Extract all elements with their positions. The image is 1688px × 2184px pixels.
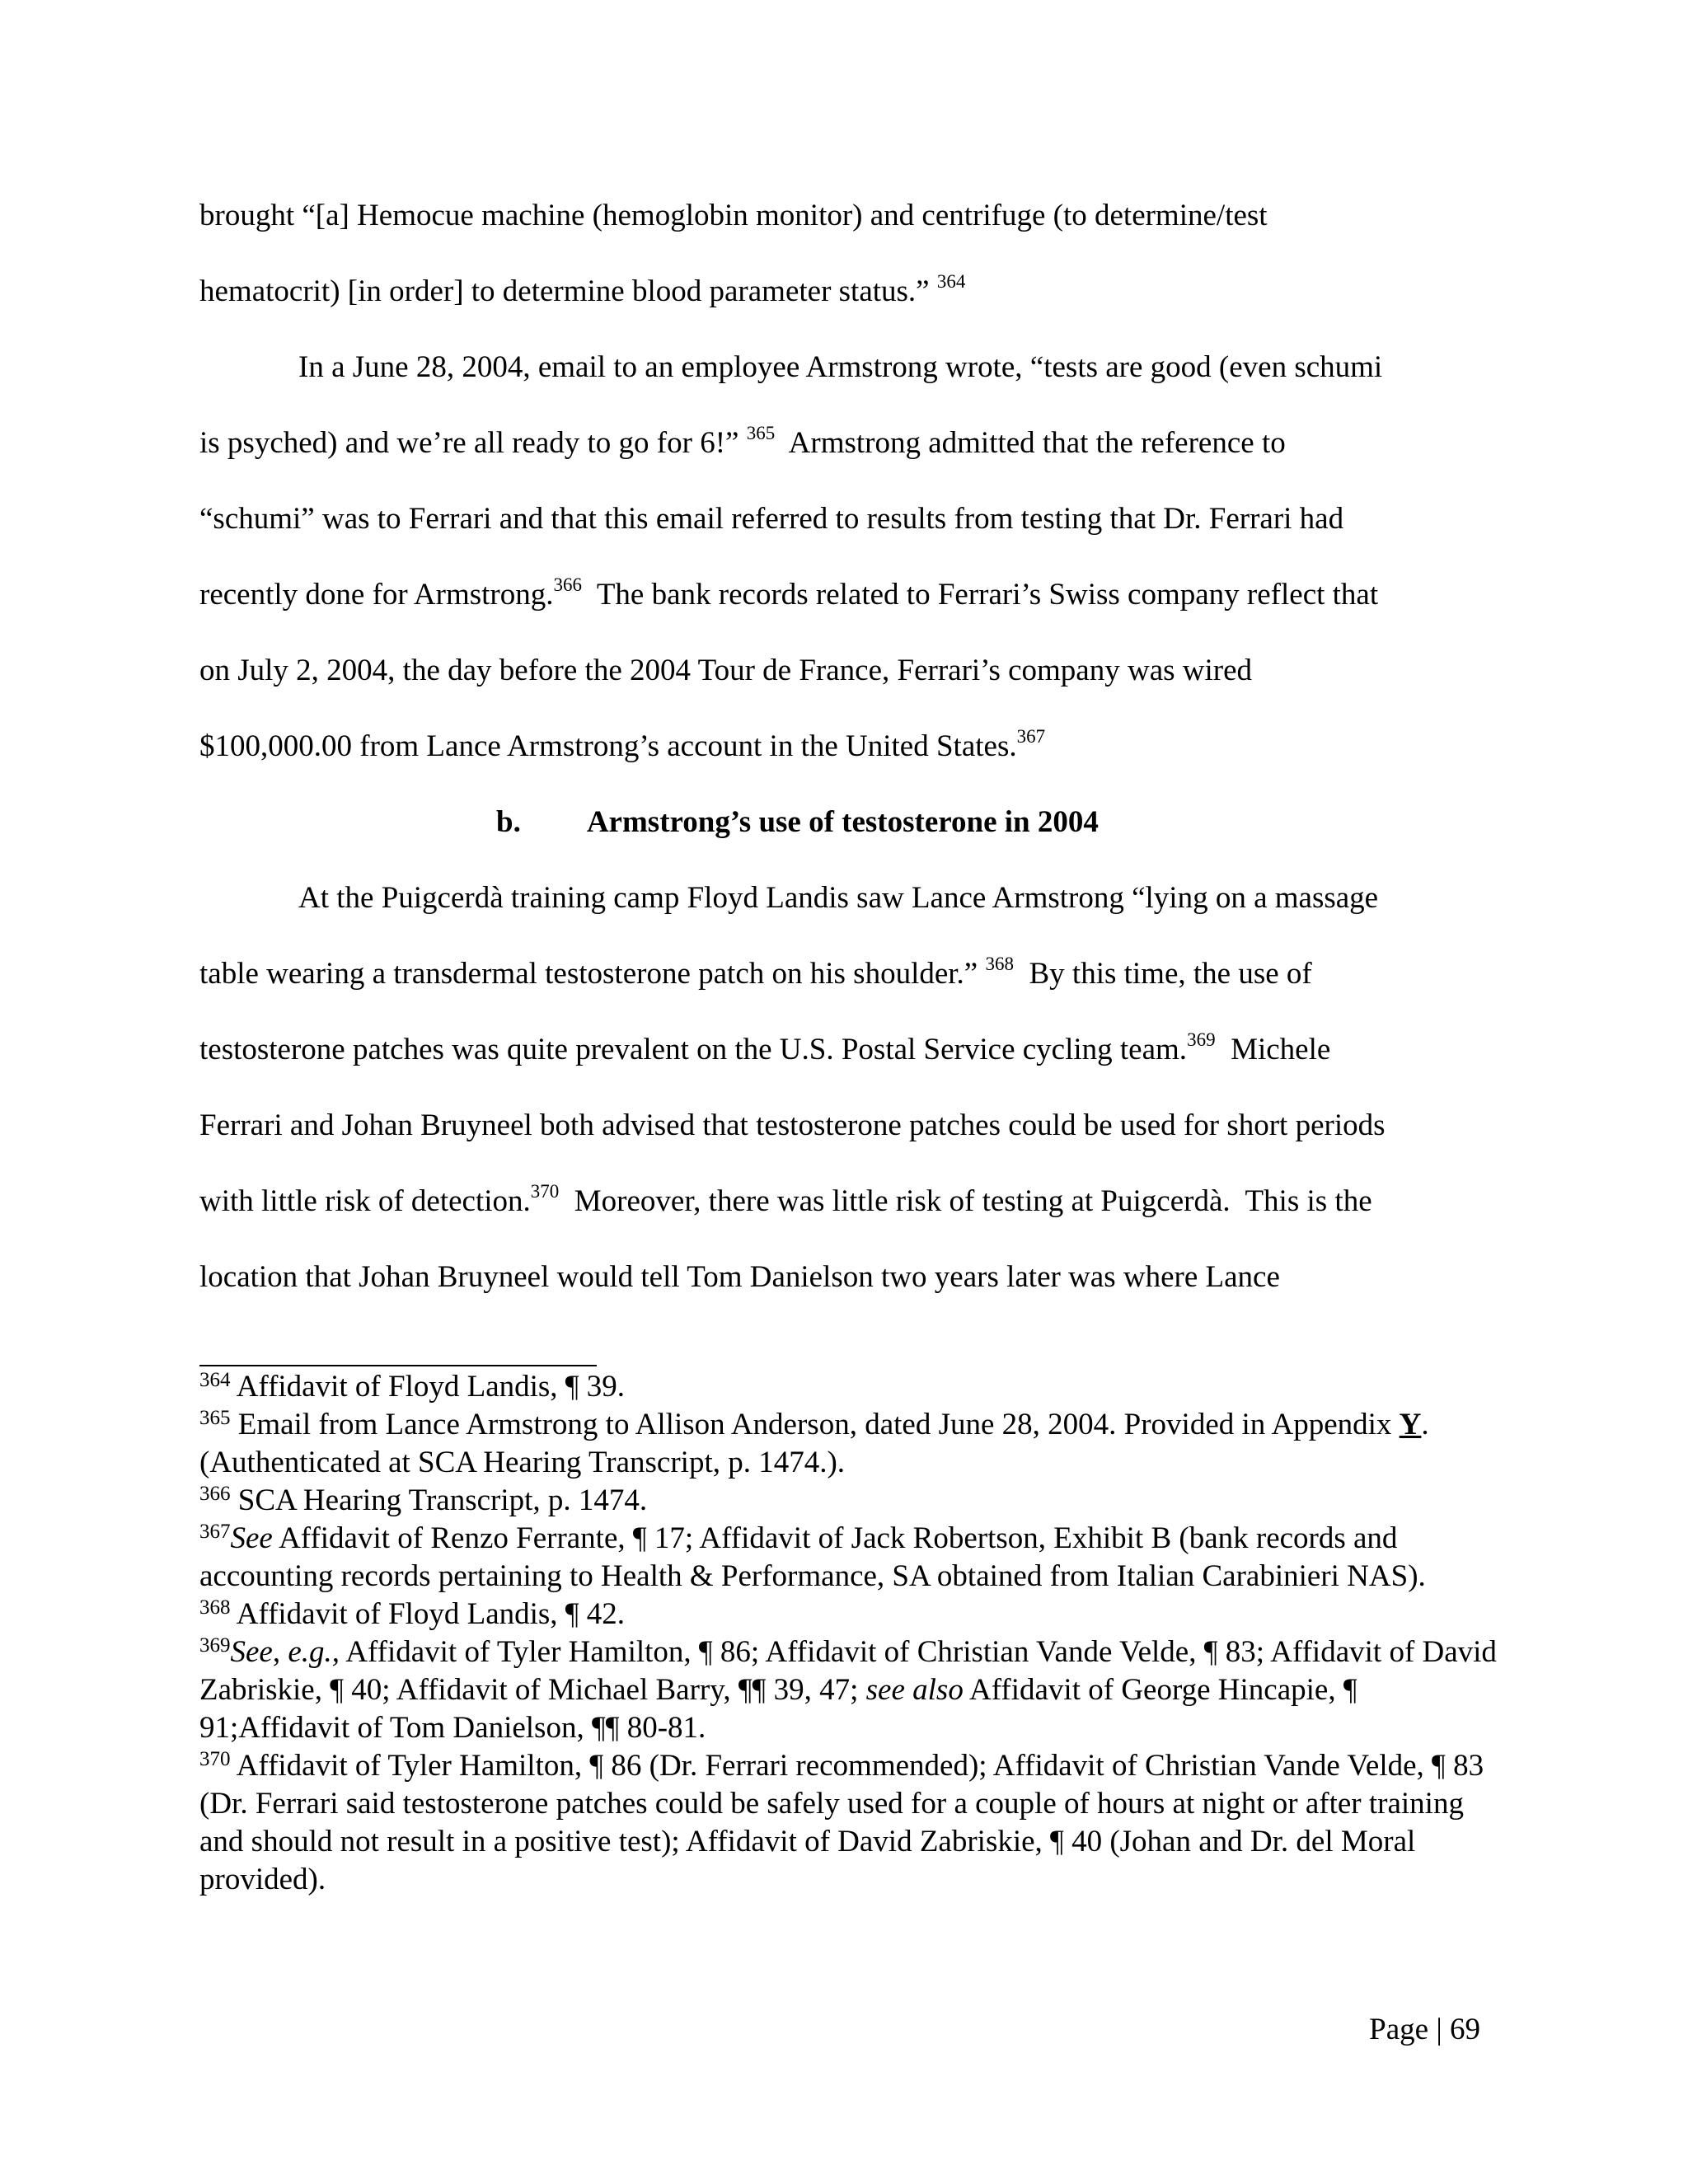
paragraph-line	[199, 633, 1487, 709]
text-run: Moreover, there was little risk of testing at Puigcerdà. This is the	[559, 1184, 1372, 1218]
footnote-number: 369	[199, 1634, 231, 1657]
footnote-364	[199, 1368, 1502, 1406]
footnote-number: 368	[199, 1596, 231, 1619]
paragraph-line	[199, 1240, 1487, 1315]
footnote-text: ,	[272, 1635, 288, 1669]
signal-see: See	[230, 1635, 273, 1669]
footnote-number: 364	[199, 1369, 231, 1391]
footnote-370	[199, 1747, 1502, 1899]
footnote-367	[199, 1520, 1502, 1596]
footnote-369	[199, 1633, 1502, 1747]
footnote-text: Affidavit of Floyd Landis, ¶ 39.	[230, 1370, 626, 1404]
footnote-ref-366[interactable]: 366	[553, 574, 582, 595]
text-run: In a June 28, 2004, email to an employee Armstrong wrote, “tests are good (even schumi	[298, 350, 1383, 384]
body-text-upper	[199, 178, 1487, 1315]
footnote-text: Affidavit of Floyd Landis, ¶ 42.	[230, 1597, 626, 1631]
paragraph-line	[199, 1164, 1487, 1240]
footnote-text: Email from Lance Armstrong to Allison Anderson, dated June 28, 2004. Provided in Appendix	[230, 1408, 1400, 1441]
text-run: Armstrong admitted that the reference to	[775, 426, 1286, 460]
footnote-text: Affidavit of Renzo Ferrante, ¶ 17; Affidavit of Jack Robertson, Exhibit B (bank records and accounting records pertaining to Health & Performance, SA obtained from Italian Carabinieri NAS).	[199, 1521, 1426, 1593]
text-run: “schumi” was to Ferrari and that this email referred to results from testing that Dr. Ferrari had	[199, 502, 1344, 536]
footnote-text: SCA Hearing Transcript, p. 1474.	[230, 1483, 648, 1517]
text-run: hematocrit) [in order] to determine blood parameter status.”	[199, 274, 937, 308]
footnote-365	[199, 1406, 1502, 1482]
footnote-number: 367	[199, 1521, 231, 1543]
paragraph-line	[199, 1012, 1487, 1088]
text-run: At the Puigcerdà training camp Floyd Landis saw Lance Armstrong “lying on a massage	[298, 881, 1379, 915]
footnote-ref-364[interactable]: 364	[936, 271, 966, 292]
paragraph-line	[199, 481, 1487, 557]
text-run: Michele	[1215, 1033, 1331, 1066]
footnote-text: Affidavit of Tyler Hamilton, ¶ 86; Affidavit of Christian Vande Velde, ¶ 83; Affidavit of David Zabriskie, ¶ 40; Affidavit of Michael Barry, ¶¶ 39, 47;	[199, 1635, 1497, 1707]
page-number: Page | 69	[1369, 2013, 1480, 2046]
text-run: The bank records related to Ferrari’s Swiss company reflect that	[582, 578, 1379, 612]
text-run: location that Johan Bruyneel would tell Tom Danielson two years later was where Lance	[199, 1260, 1280, 1294]
footnote-number: 366	[199, 1483, 231, 1505]
footnotes	[199, 1368, 1502, 1899]
heading-letter: b.	[496, 805, 521, 839]
footnote-number: 370	[199, 1748, 231, 1770]
footnote-368	[199, 1596, 1502, 1633]
text-run: table wearing a transdermal testosterone patch on his shoulder.”	[199, 957, 986, 991]
text-run: brought “[a] Hemocue machine (hemoglobin monitor) and centrifuge (to determine/test	[199, 199, 1268, 232]
paragraph-line	[199, 405, 1487, 481]
text-run: recently done for Armstrong.	[199, 578, 554, 612]
text-run: testosterone patches was quite prevalent on the U.S. Postal Service cycling team.	[199, 1033, 1188, 1066]
paragraph-line	[199, 557, 1487, 633]
paragraph-line	[199, 709, 1487, 785]
text-run: on July 2, 2004, the day before the 2004 Tour de France, Ferrari’s company was wired	[199, 654, 1253, 687]
text-run: with little risk of detection.	[199, 1184, 531, 1218]
text-run: $100,000.00 from Lance Armstrong’s account in the United States.	[199, 729, 1017, 763]
signal-see-also: see also	[865, 1673, 964, 1707]
footnote-text: Affidavit of Tyler Hamilton, ¶ 86 (Dr. Ferrari recommended); Affidavit of Christian Vande Velde, ¶ 83 (Dr. Ferrari said testosterone patches could be safely used for a couple of hours at night or after training and should not result in a positive test); Affidavit of David Zabriskie, ¶ 40 (Johan and Dr. del Moral provided).	[199, 1749, 1484, 1896]
footnote-text: . (Authenticated at SCA Hearing Transcript, p. 1474.).	[199, 1408, 1429, 1479]
heading-title: Armstrong’s use of testosterone in 2004	[586, 805, 1099, 839]
appendix-letter: Y	[1399, 1408, 1422, 1441]
paragraph-line	[199, 936, 1487, 1012]
paragraph-line	[199, 1088, 1487, 1164]
footnote-separator	[199, 1365, 597, 1366]
signal-eg: e.g.,	[288, 1635, 340, 1669]
text-run: is psyched) and we’re all ready to go for 6!”	[199, 426, 747, 460]
footnote-ref-369[interactable]: 369	[1187, 1029, 1216, 1050]
text-run: By this time, the use of	[1013, 957, 1312, 991]
paragraph-line	[199, 860, 1487, 936]
paragraph-line	[199, 330, 1487, 405]
footnote-ref-365[interactable]: 365	[746, 423, 776, 443]
footnote-ref-370[interactable]: 370	[530, 1181, 560, 1202]
footnote-ref-368[interactable]: 368	[985, 954, 1014, 974]
signal-see: See	[230, 1521, 273, 1555]
footnote-366	[199, 1482, 1502, 1520]
footnote-ref-367[interactable]: 367	[1016, 726, 1046, 747]
section-heading	[199, 785, 1487, 860]
body-line	[199, 178, 1487, 254]
text-run: Ferrari and Johan Bruyneel both advised that testosterone patches could be used for short periods	[199, 1108, 1386, 1142]
footnote-text: Affidavit of George Hincapie, ¶ 91;Affidavit of Tom Danielson, ¶¶ 80-81.	[199, 1673, 1357, 1745]
body-line	[199, 254, 1487, 330]
footnote-number: 365	[199, 1407, 231, 1429]
